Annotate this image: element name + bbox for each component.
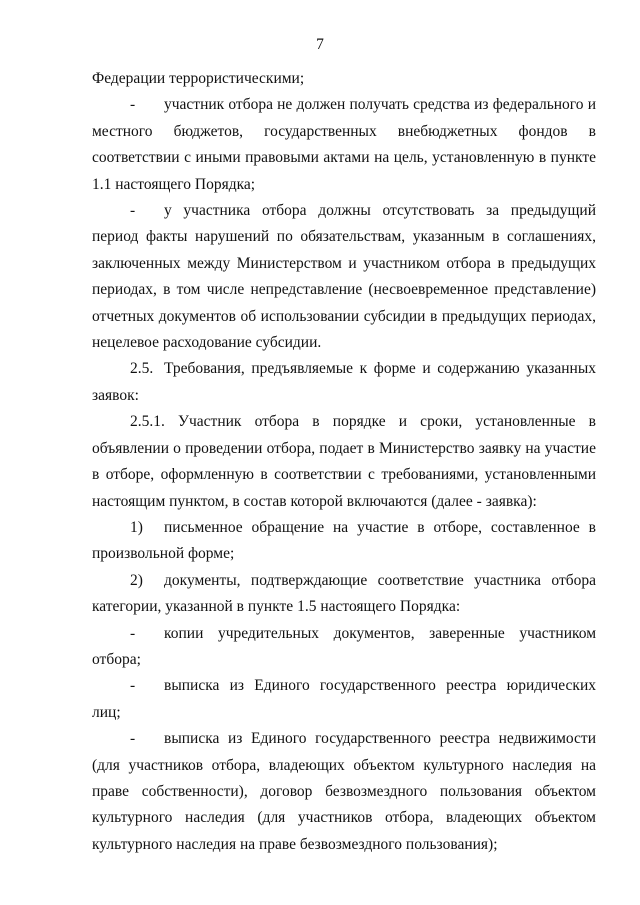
paragraph-text: выписка из Единого государственного реестра недвижимости (для участников отбора, владеющих объектом культурного наследия на праве собственности), договор безвозмездного пользования объектом культурного наследия (для участников отбора, владеющих объектом культурного наследия на праве безвозмездного пользования); (92, 730, 596, 853)
list-item-dash (92, 621, 596, 674)
list-marker: - (130, 730, 136, 748)
list-marker: 1) (130, 518, 143, 536)
paragraph-text: Федерации террористическими; (92, 70, 305, 87)
paragraph-text: копии учредительных документов, заверенные участником отбора; (92, 624, 596, 668)
paragraph-text: выписка из Единого государственного реестра юридических лиц; (92, 677, 596, 721)
list-item-dash (92, 673, 596, 726)
paragraph-text: у участника отбора должны отсутствовать за предыдущий период факты нарушений по обязательствам, указанным в соглашениях, заключенных между Министерством и участником отбора в предыдущих периодах, в том числе непредставление (несвоевременное представление) отчетных документов об использовании субсидии в предыдущих периодах, нецелевое расходование субсидии. (92, 202, 596, 352)
document-body (92, 66, 596, 858)
page-number: 7 (316, 36, 324, 53)
subsection-paragraph (92, 409, 596, 515)
list-marker: - (130, 677, 136, 695)
list-item-dash (92, 92, 596, 198)
section-heading (92, 356, 596, 409)
paragraph-text: письменное обращение на участие в отборе, составленное в произвольной форме; (92, 518, 596, 563)
paragraph-continuation (92, 66, 596, 92)
section-number: 2.5. (130, 360, 154, 378)
list-item-numbered (92, 515, 596, 568)
list-item-dash (92, 198, 596, 356)
paragraph-text: 2.5.1. Участник отбора в порядке и сроки, установленные в объявлении о проведении отбора, подает в Министерство заявку на участие в отборе, оформленную в соответствии с требованиями, установленными настоящим пунктом, в состав которой включаются (далее - заявка): (92, 413, 596, 510)
list-marker: - (130, 96, 136, 114)
list-marker: - (130, 624, 136, 642)
list-marker: 2) (130, 571, 143, 589)
list-item-dash (92, 726, 596, 858)
paragraph-text: документы, подтверждающие соответствие участника отбора категории, указанной в пункте 1.5 настоящего Порядка: (92, 571, 596, 616)
list-marker: - (130, 202, 136, 220)
paragraph-text: участник отбора не должен получать средства из федерального и местного бюджетов, государственных внебюджетных фондов в соответствии с иными правовыми актами на цель, установленную в пункте 1.1 настоящего Порядка; (92, 96, 596, 193)
list-item-numbered (92, 568, 596, 621)
paragraph-text: Требования, предъявляемые к форме и содержанию указанных заявок: (92, 360, 596, 404)
